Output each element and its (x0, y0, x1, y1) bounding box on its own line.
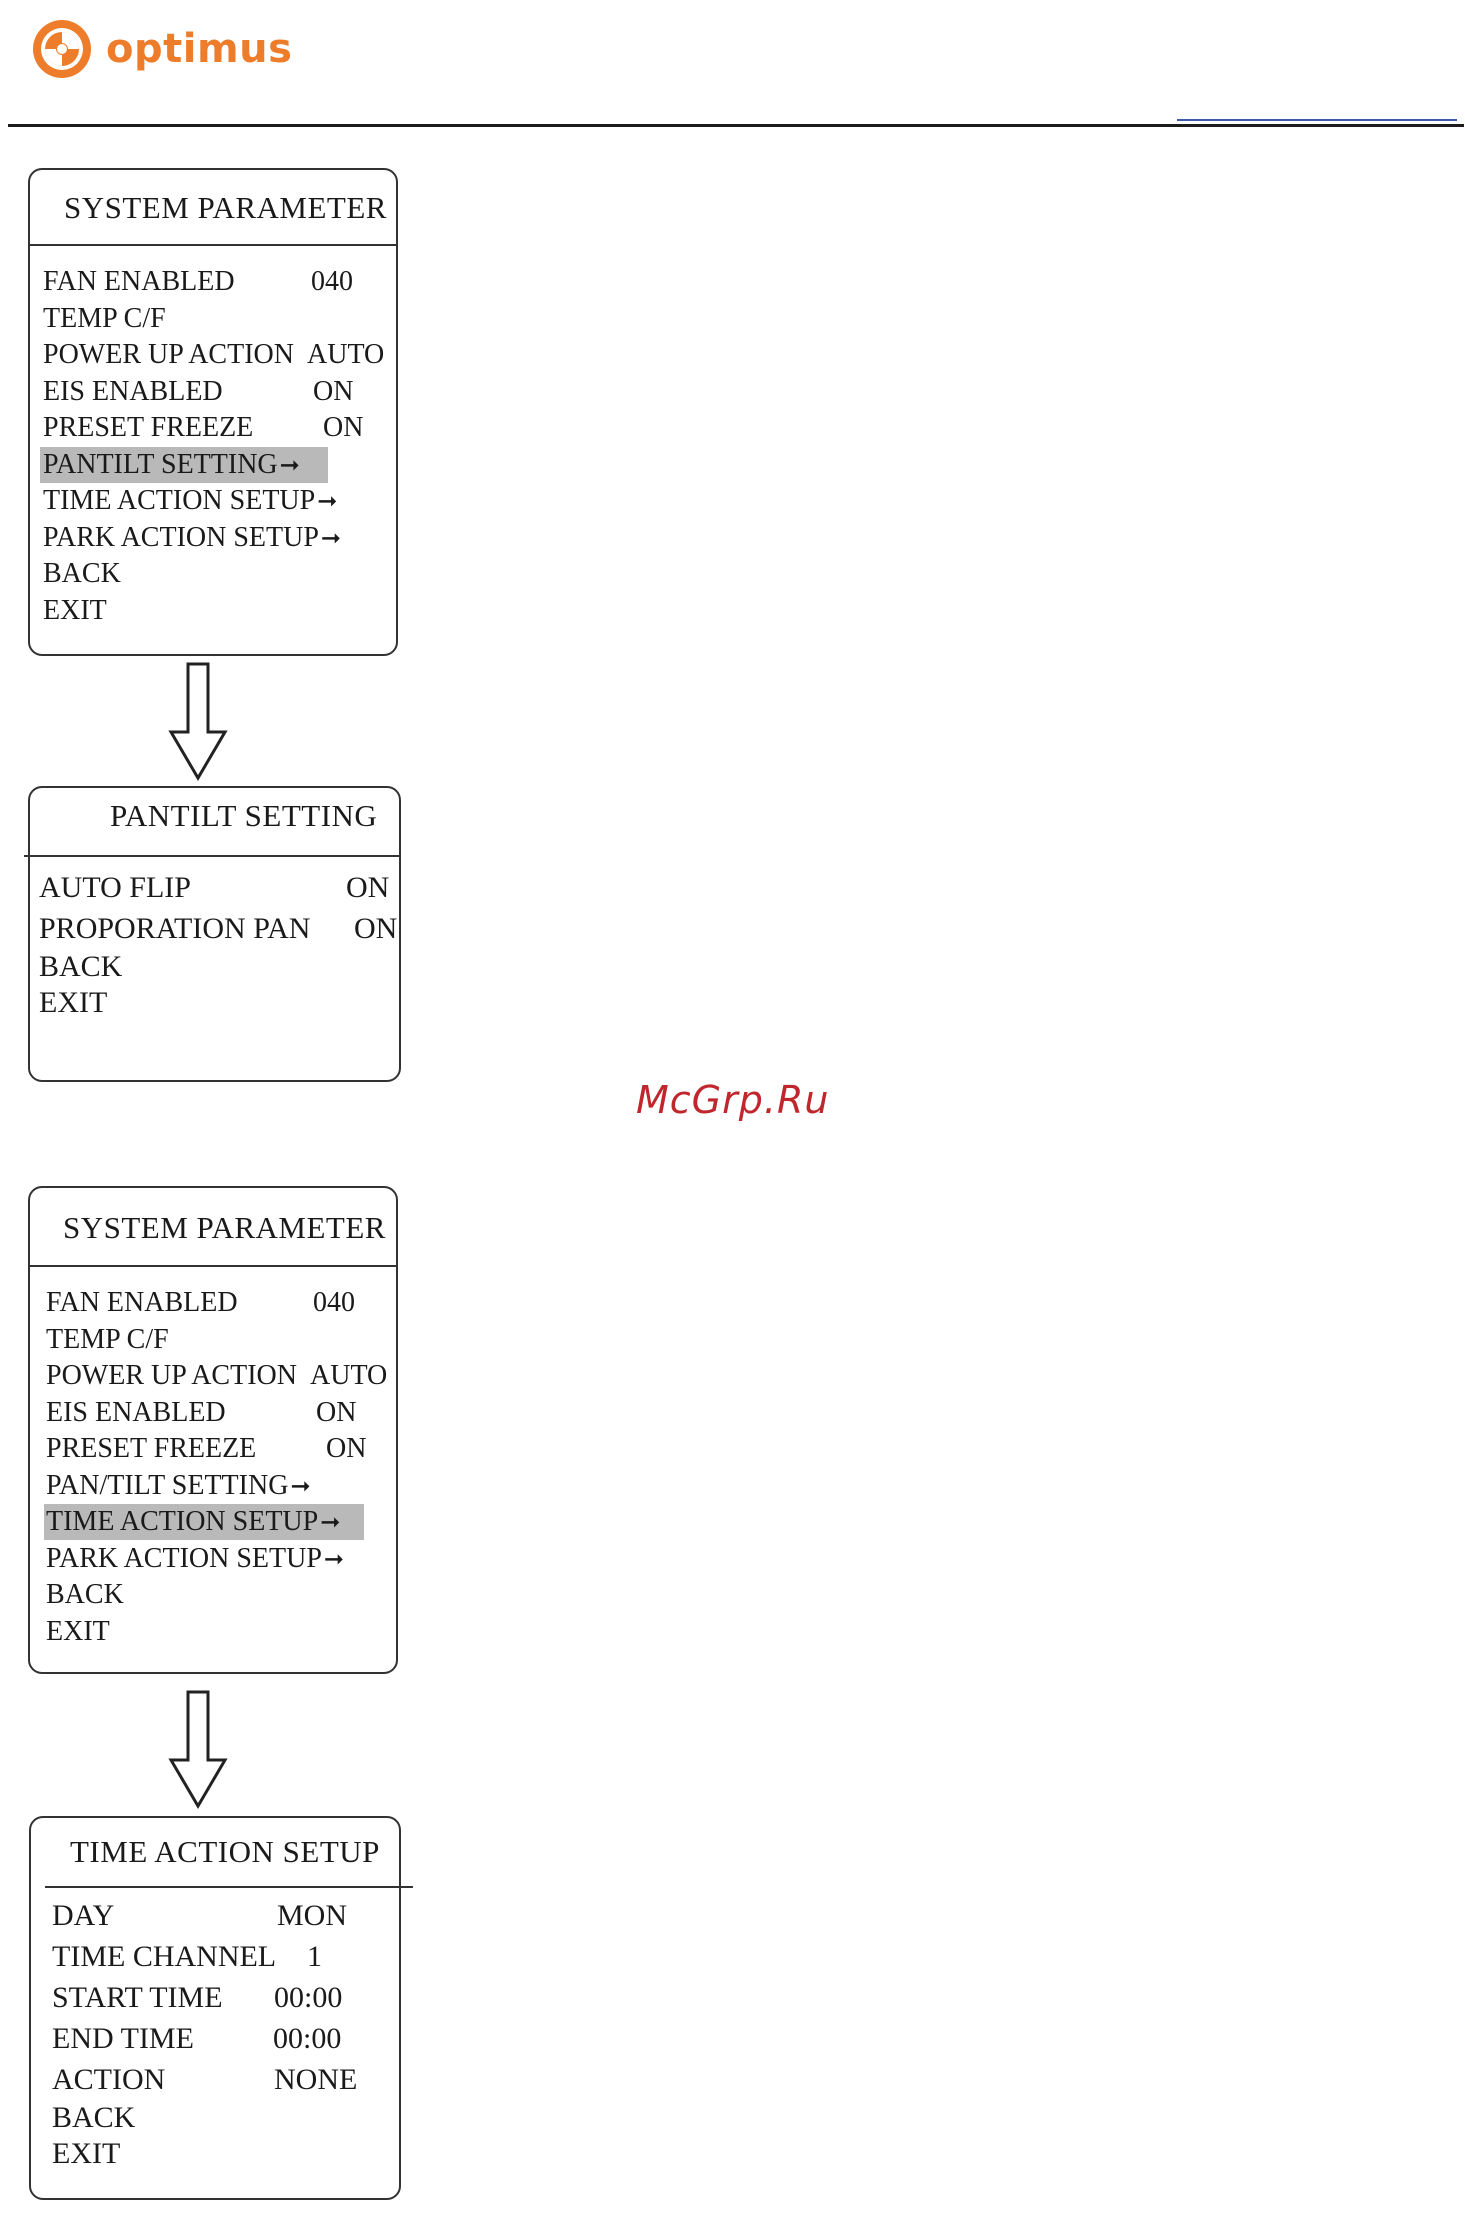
osd-time-action-setup (29, 1816, 401, 2200)
osd-title: SYSTEM PARAMETER (64, 190, 387, 225)
preset-freeze-value: ON (326, 1433, 367, 1464)
osd-system-parameter-2 (28, 1186, 398, 1674)
osd-system-parameter-1 (28, 168, 398, 656)
osd-divider (45, 1886, 413, 1888)
submenu-arrow-icon: ➞ (290, 1472, 311, 1500)
osd-title: PANTILT SETTING (110, 798, 378, 833)
fan-value: 040 (313, 1287, 355, 1318)
day-value: MON (277, 1899, 348, 1932)
menu-item-power-up-action[interactable]: POWER UP ACTION (46, 1360, 297, 1391)
menu-item-pan-tilt-setting[interactable]: PAN/TILT SETTING➞ (46, 1470, 311, 1501)
time-channel-value: 1 (307, 1940, 322, 1973)
menu-item-park-action-setup[interactable]: PARK ACTION SETUP➞ (46, 1543, 345, 1574)
menu-item-eis-enabled[interactable]: EIS ENABLED (43, 376, 223, 407)
menu-item-time-channel[interactable]: TIME CHANNEL (52, 1940, 277, 1973)
menu-item-proporation-pan[interactable]: PROPORATION PAN (39, 912, 311, 945)
menu-item-exit[interactable]: EXIT (43, 595, 107, 626)
submenu-arrow-icon: ➞ (323, 1545, 345, 1573)
preset-freeze-value: ON (323, 412, 364, 443)
fan-value: 040 (311, 266, 353, 297)
power-up-value: AUTO (307, 339, 385, 370)
menu-item-temp[interactable]: TEMP C/F (46, 1324, 169, 1355)
menu-item-day[interactable]: DAY (52, 1899, 115, 1932)
menu-item-pantilt-setting[interactable]: PANTILT SETTING➞ (43, 449, 300, 480)
menu-item-auto-flip[interactable]: AUTO FLIP (39, 871, 191, 904)
eis-value: ON (313, 376, 354, 407)
menu-item-time-action-setup[interactable]: TIME ACTION SETUP➞ (43, 485, 338, 516)
watermark: McGrp.Ru (636, 1078, 830, 1122)
menu-item-end-time[interactable]: END TIME (52, 2022, 194, 2055)
action-value: NONE (274, 2063, 358, 2096)
osd-divider (30, 244, 396, 246)
osd-pantilt-setting (28, 786, 401, 1082)
menu-item-back[interactable]: BACK (52, 2101, 136, 2134)
menu-item-temp[interactable]: TEMP C/F (43, 303, 166, 334)
menu-item-exit[interactable]: EXIT (52, 2137, 121, 2170)
submenu-arrow-icon: ➞ (320, 524, 342, 552)
menu-item-back[interactable]: BACK (43, 558, 121, 589)
osd-divider (24, 855, 399, 857)
aperture-logo-icon (30, 17, 94, 81)
osd-divider (30, 1265, 396, 1267)
submenu-arrow-icon: ➞ (279, 451, 300, 479)
auto-flip-value: ON (346, 871, 390, 904)
header-divider (8, 124, 1464, 127)
eis-value: ON (316, 1397, 357, 1428)
menu-item-back[interactable]: BACK (39, 950, 123, 983)
start-time-value: 00:00 (274, 1981, 343, 2014)
menu-item-preset-freeze[interactable]: PRESET FREEZE (43, 412, 254, 443)
menu-item-fan-enabled[interactable]: FAN ENABLED (46, 1287, 238, 1318)
menu-item-preset-freeze[interactable]: PRESET FREEZE (46, 1433, 257, 1464)
submenu-arrow-icon: ➞ (320, 1508, 341, 1536)
osd-title: SYSTEM PARAMETER (63, 1210, 386, 1245)
brand-name: optimus (106, 26, 293, 72)
menu-item-exit[interactable]: EXIT (39, 986, 108, 1019)
menu-item-back[interactable]: BACK (46, 1579, 124, 1610)
brand-logo (30, 16, 292, 82)
osd-title: TIME ACTION SETUP (70, 1834, 380, 1869)
menu-item-eis-enabled[interactable]: EIS ENABLED (46, 1397, 226, 1428)
down-arrow-icon (168, 662, 228, 782)
menu-item-time-action-setup[interactable]: TIME ACTION SETUP➞ (46, 1506, 341, 1537)
end-time-value: 00:00 (273, 2022, 342, 2055)
power-up-value: AUTO (310, 1360, 388, 1391)
menu-item-power-up-action[interactable]: POWER UP ACTION (43, 339, 294, 370)
menu-item-action[interactable]: ACTION (52, 2063, 166, 2096)
proporation-pan-value: ON (354, 912, 398, 945)
header-link-underline (1177, 119, 1457, 121)
menu-item-start-time[interactable]: START TIME (52, 1981, 223, 2014)
menu-item-park-action-setup[interactable]: PARK ACTION SETUP➞ (43, 522, 342, 553)
menu-item-exit[interactable]: EXIT (46, 1616, 110, 1647)
menu-item-fan-enabled[interactable]: FAN ENABLED (43, 266, 235, 297)
submenu-arrow-icon: ➞ (317, 487, 338, 515)
down-arrow-icon (168, 1690, 228, 1810)
